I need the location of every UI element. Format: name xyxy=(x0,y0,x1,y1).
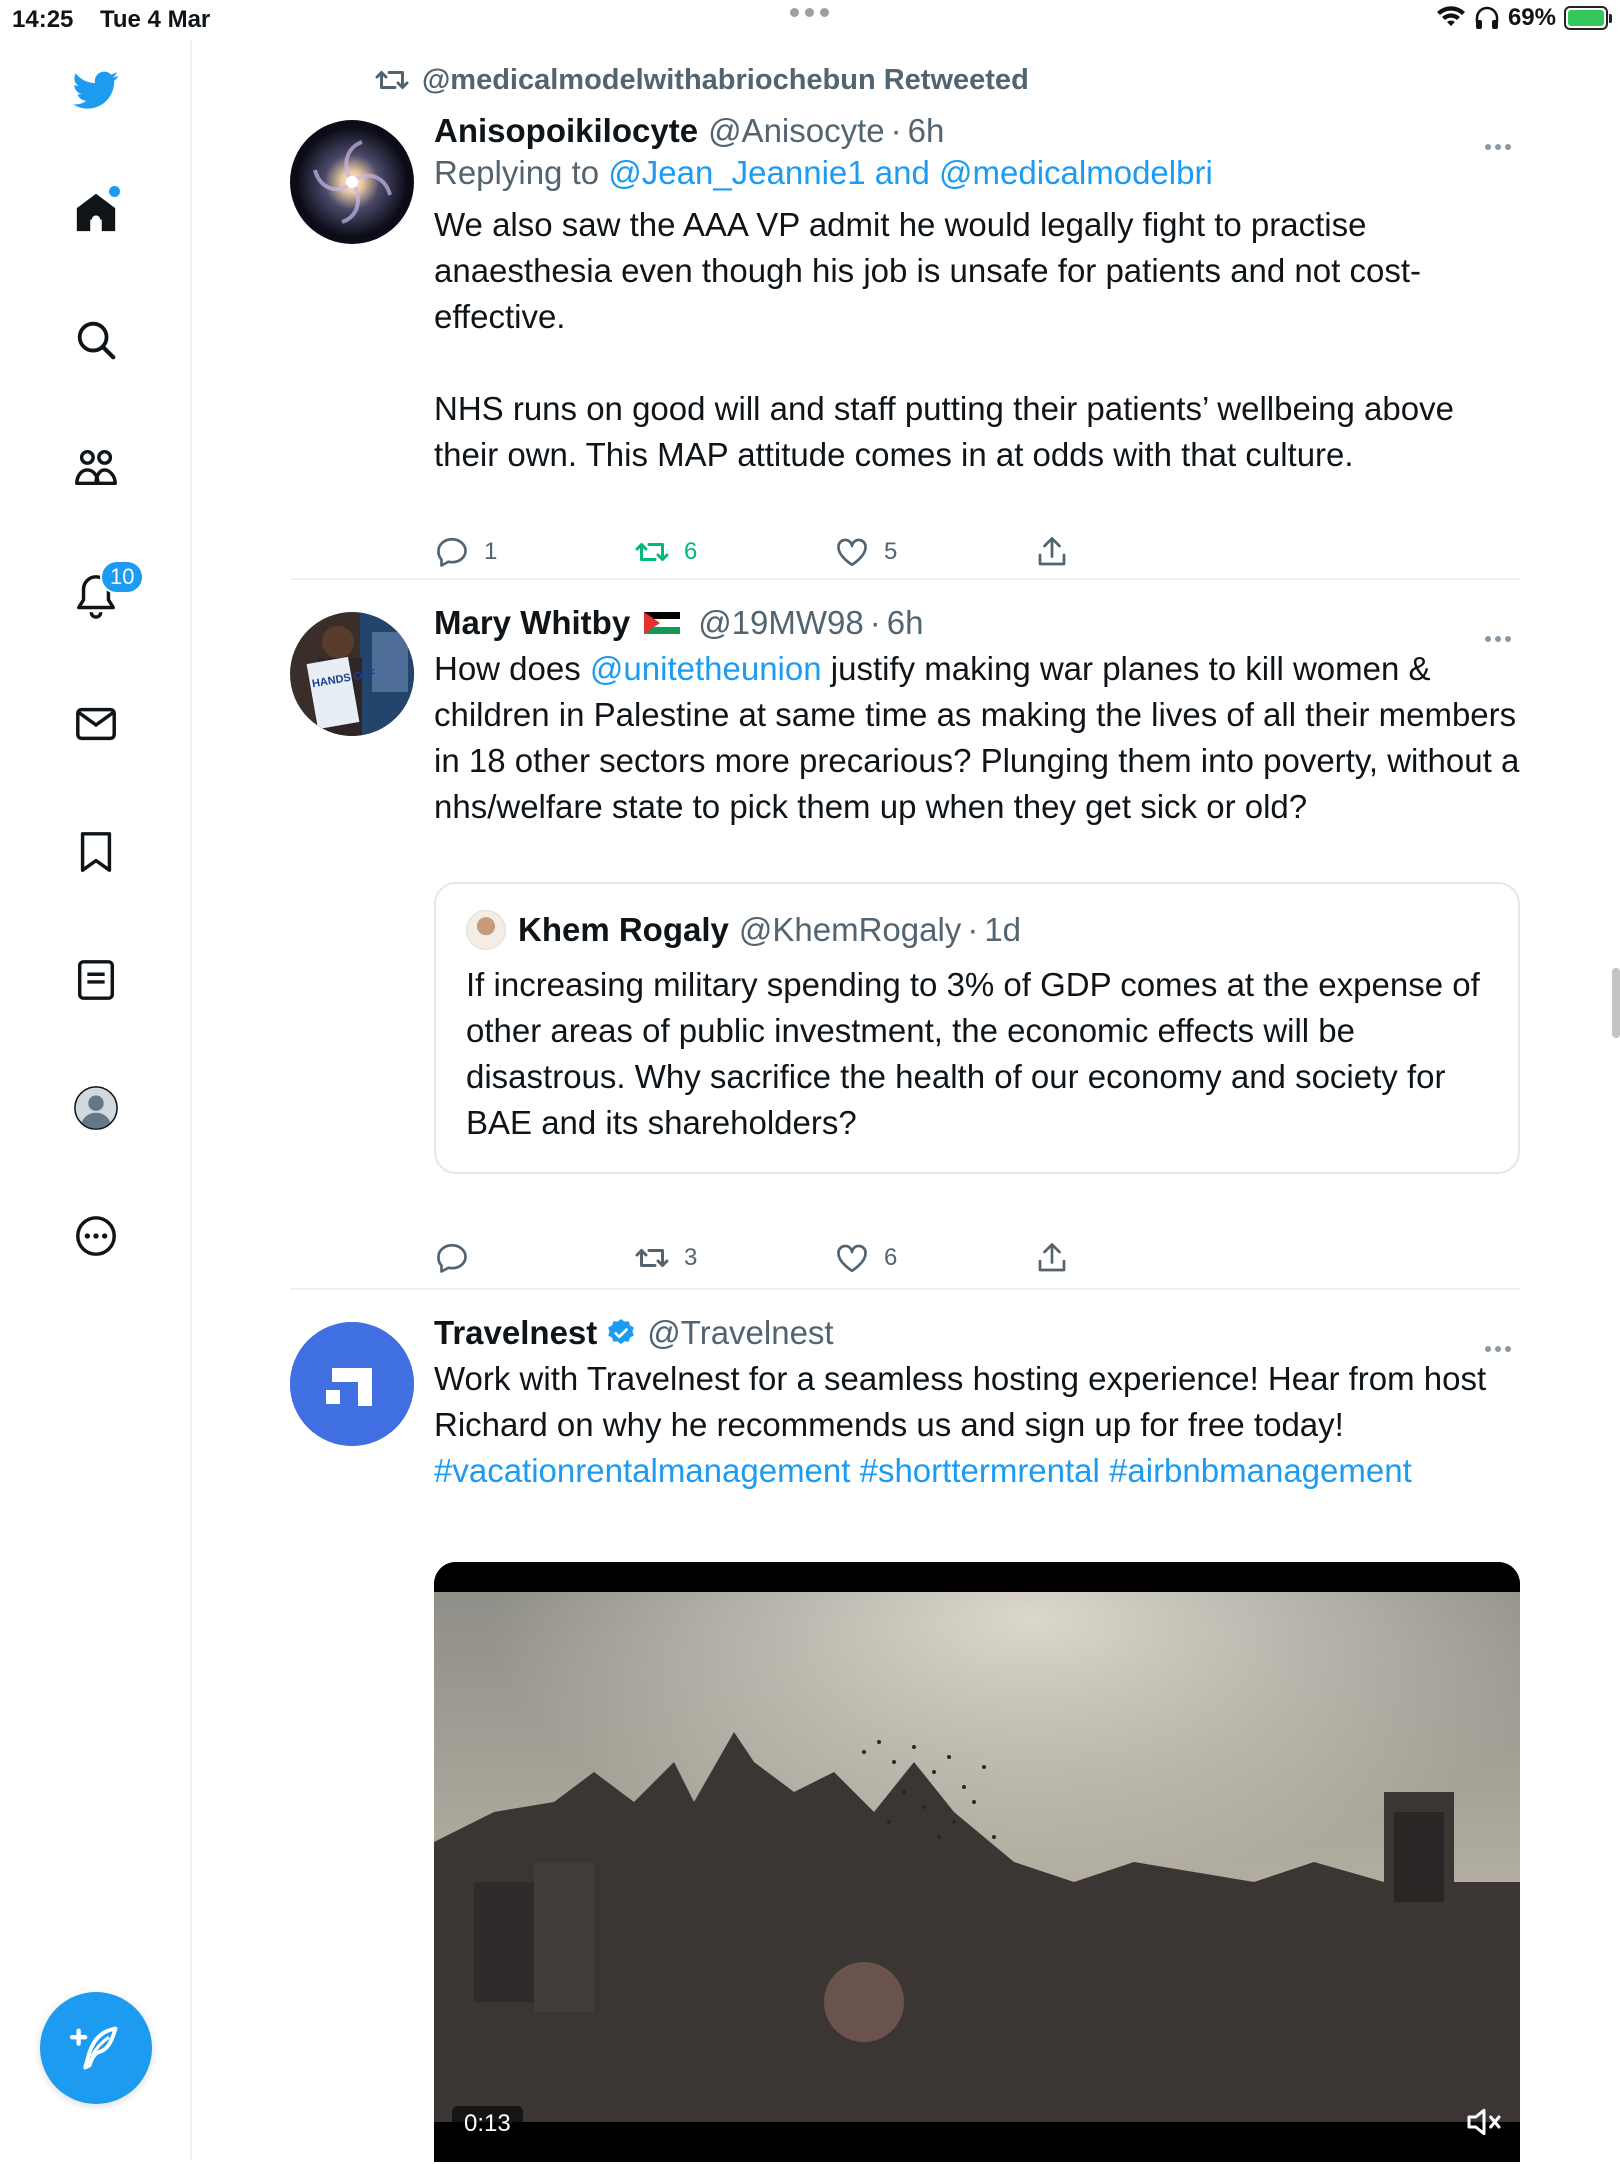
sidebar-item-lists[interactable] xyxy=(66,950,126,1010)
more-options-button[interactable] xyxy=(1476,132,1520,162)
galaxy-avatar-image xyxy=(290,120,414,244)
tweet-body xyxy=(434,604,1520,1141)
verified-badge-icon xyxy=(605,1317,637,1349)
quoted-tweet[interactable] xyxy=(434,882,1520,1174)
like-count: 5 xyxy=(884,538,898,565)
video-player[interactable] xyxy=(434,1562,1520,2162)
more-options-button[interactable] xyxy=(1476,624,1520,654)
list-icon xyxy=(73,957,119,1003)
tweet-text xyxy=(434,646,1520,830)
share-button[interactable] xyxy=(1034,534,1070,570)
avatar-mary-whitby[interactable] xyxy=(290,612,414,736)
retweet-count: 6 xyxy=(684,538,698,565)
tweet-time[interactable]: 6h xyxy=(886,604,924,641)
status-bar xyxy=(0,0,1620,40)
heart-icon xyxy=(834,534,870,570)
travelnest-logo-icon xyxy=(290,1322,414,1446)
heart-icon xyxy=(834,1240,870,1276)
tweet-text-start: How does xyxy=(434,650,590,687)
tweet-body xyxy=(434,112,1520,478)
speaker-muted-icon xyxy=(1464,2102,1504,2142)
display-name[interactable]: Travelnest xyxy=(434,1314,598,1351)
more-options-button[interactable] xyxy=(1476,1334,1520,1364)
avatar-travelnest[interactable] xyxy=(290,1322,414,1446)
tweet-time[interactable]: 6h xyxy=(907,112,945,149)
sidebar-item-explore[interactable] xyxy=(66,310,126,370)
reply-button[interactable] xyxy=(434,1240,484,1276)
like-button[interactable] xyxy=(834,534,897,570)
display-name[interactable]: Mary Whitby xyxy=(434,604,631,641)
battery-icon xyxy=(1564,6,1608,30)
retweet-icon xyxy=(634,1240,670,1276)
sidebar-item-more[interactable] xyxy=(66,1206,126,1266)
separator-dot: · xyxy=(890,112,902,149)
video-frame xyxy=(434,1562,1520,2162)
separator-dot: · xyxy=(869,604,881,641)
home-unread-dot xyxy=(109,186,120,197)
replying-to-users[interactable]: @Jean_Jeannie1 and @medicalmodelbri xyxy=(608,154,1213,191)
scroll-indicator[interactable] xyxy=(1612,968,1620,1038)
tweet-text-body: Work with Travelnest for a seamless hosting experience! Hear from host Richard on why he recommends us and sign up for free today! xyxy=(434,1360,1487,1443)
tweet-paragraph: NHS runs on good will and staff putting their patients’ wellbeing above their own. This MAP attitude comes in at odds with that culture. xyxy=(434,390,1454,473)
retweet-count: 3 xyxy=(684,1244,698,1271)
tweet-header xyxy=(434,1314,1520,1352)
notification-count-badge: 10 xyxy=(100,560,144,594)
retweet-icon xyxy=(634,534,670,570)
mail-icon xyxy=(73,701,119,747)
share-icon xyxy=(1034,1240,1070,1276)
hashtags[interactable]: #vacationrentalmanagement #shorttermrental #airbnbmanagement xyxy=(434,1452,1412,1489)
sidebar-item-home[interactable] xyxy=(66,182,126,242)
like-button[interactable] xyxy=(834,1240,897,1276)
battery-percent: 69% xyxy=(1507,4,1556,31)
retweet-context-text: @medicalmodelwithabriochebun Retweeted xyxy=(422,63,1029,96)
tweet-travelnest[interactable] xyxy=(290,1314,1520,2164)
retweet-button[interactable] xyxy=(634,534,697,570)
quoted-display-name: Khem Rogaly xyxy=(518,911,729,948)
tweet-anisocyte[interactable] xyxy=(290,112,1520,592)
reply-button[interactable] xyxy=(434,534,497,570)
mention-link[interactable]: @unitetheunion xyxy=(589,650,822,687)
tweet-divider xyxy=(290,1288,1520,1290)
share-button[interactable] xyxy=(1034,1240,1070,1276)
display-name[interactable]: Anisopoikilocyte xyxy=(434,112,699,149)
tweet-text xyxy=(434,1356,1520,1494)
video-duration: 0:13 xyxy=(452,2106,523,2142)
tweet-text-rest: justify making war planes to kill women & children in Palestine at same time as making the lives of all their members in 18 other sectors more precarious? Plunging them into poverty, without a nhs/welfare state to pick them up when they get sick or old? xyxy=(434,650,1520,825)
sidebar-item-communities[interactable] xyxy=(66,438,126,498)
replying-to xyxy=(434,154,1520,192)
compose-feather-icon xyxy=(70,2022,122,2074)
handle[interactable]: @Travelnest xyxy=(647,1314,834,1351)
retweet-icon xyxy=(374,62,410,98)
avatar-icon xyxy=(73,1085,119,1131)
quoted-handle: @KhemRogaly xyxy=(738,911,962,948)
sidebar-item-notifications[interactable] xyxy=(66,564,135,626)
handle[interactable]: @Anisocyte xyxy=(708,112,885,149)
status-date: Tue 4 Mar xyxy=(100,6,211,33)
sidebar-item-messages[interactable] xyxy=(66,694,126,754)
status-time: 14:25 xyxy=(12,6,74,33)
tweet-paragraph: We also saw the AAA VP admit he would legally fight to practise anaesthesia even though his job is unsafe for patients and not cost-effective. xyxy=(434,206,1421,335)
search-icon xyxy=(73,317,119,363)
share-icon xyxy=(1034,534,1070,570)
avatar-sign-text: HANDS OFF xyxy=(311,667,377,691)
retweet-button[interactable] xyxy=(634,1240,697,1276)
tweet-19mw98[interactable] xyxy=(290,604,1520,1294)
sidebar-item-profile[interactable] xyxy=(66,1078,126,1138)
reply-icon xyxy=(434,534,470,570)
sidebar-item-bookmarks[interactable] xyxy=(66,822,126,882)
tweet-text xyxy=(434,202,1520,478)
separator-dot: · xyxy=(967,911,979,948)
twitter-bird-icon[interactable] xyxy=(66,60,126,120)
more-circle-icon xyxy=(73,1213,119,1259)
protest-avatar-image xyxy=(290,612,414,736)
palestine-flag-emoji xyxy=(644,612,680,634)
quoted-time: 1d xyxy=(984,911,1022,948)
sidebar xyxy=(0,40,192,2160)
replying-to-label: Replying to xyxy=(434,154,609,191)
compose-tweet-button[interactable] xyxy=(40,1992,152,2104)
tweet-header xyxy=(434,604,1520,642)
tweet-header xyxy=(434,112,1520,150)
handle[interactable]: @19MW98 xyxy=(698,604,864,641)
quoted-tweet-header xyxy=(466,910,1488,950)
quoted-avatar xyxy=(466,910,506,950)
like-count: 6 xyxy=(884,1244,898,1271)
retweet-context[interactable] xyxy=(374,62,1029,98)
wifi-icon xyxy=(1436,6,1466,30)
mute-button[interactable] xyxy=(1464,2102,1504,2142)
tweet-divider xyxy=(290,578,1520,580)
reply-icon xyxy=(434,1240,470,1276)
avatar-anisocyte[interactable] xyxy=(290,120,414,244)
tweet-body xyxy=(434,1314,1520,2137)
status-indicators xyxy=(1436,4,1608,32)
multitasking-dots[interactable] xyxy=(790,8,829,17)
bookmark-icon xyxy=(73,829,119,875)
quoted-tweet-text: If increasing military spending to 3% of GDP comes at the expense of other areas of public investment, the economic effects will be disastrous. Why sacrifice the health of our economy and society for BAE and its shareholders? xyxy=(466,966,1480,1141)
reply-count: 1 xyxy=(484,538,498,565)
headphones-icon xyxy=(1474,6,1500,30)
people-icon xyxy=(73,445,119,491)
